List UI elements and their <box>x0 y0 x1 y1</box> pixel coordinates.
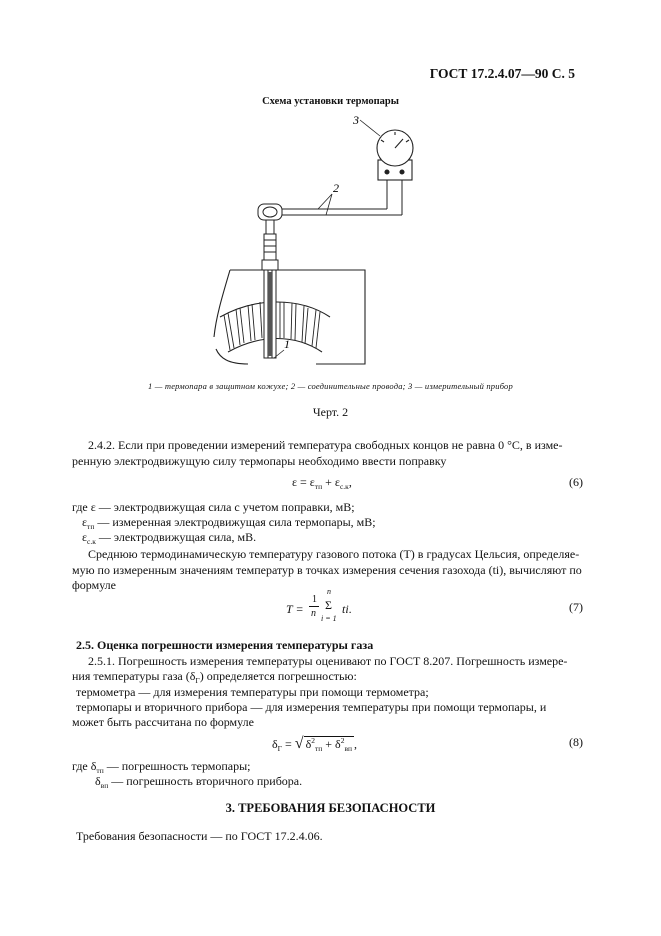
page-header: ГОСТ 17.2.4.07—90 С. 5 <box>429 66 575 81</box>
equation-8-number: (8) <box>569 735 583 749</box>
p251-line3: термометра — для измерения температуры при помощи термометра; <box>76 685 429 699</box>
equation-6: $\varepsilon = \varepsilon_{тп} + \varepsilon_{с.к}$, <box>292 475 352 491</box>
where6-line3: $\varepsilon_{с.к}$ — электродвижущая сила, мВ. <box>82 530 257 546</box>
p242-line1: 2.4.2. Если при проведении измерений температура свободных концов не равна 0 °С, в изме- <box>88 438 563 452</box>
probe-hatching <box>268 272 272 356</box>
connecting-wires <box>282 176 402 215</box>
pmean-line3: формуле <box>72 578 116 592</box>
pmean-line1: Среднюю термодинамическую температуру газового потока (T) в градусах Цельсия, определяе- <box>88 547 580 561</box>
thermocouple-diagram <box>200 112 440 372</box>
figure-title: Схема установки термопары <box>262 96 399 107</box>
duct-wall-left <box>214 270 230 337</box>
where8-line2: $\delta_{вп}$ — погрешность вторичного прибора. <box>95 774 303 790</box>
label-2: 2 <box>333 181 339 195</box>
p251-line2: ния температуры газа $(\delta_Г)$ определяется погрешностью: <box>72 669 357 685</box>
p242-line2: ренную электродвижущую силу термопары необходимо ввести поправку <box>72 454 447 468</box>
figure-number: Черт. 2 <box>312 405 349 419</box>
equation-7-number: (7) <box>569 600 583 614</box>
figure-caption: 1 — термопара в защитном кожухе; 2 — соединительные провода; 3 — измерительный прибор <box>148 381 513 391</box>
label-3: 3 <box>353 113 359 127</box>
section-3-text: Требования безопасности — по ГОСТ 17.2.4.06. <box>76 829 323 843</box>
duct-wall-bottom <box>216 349 248 364</box>
where6-line2: $\varepsilon_{тп}$ — измеренная электродвижущая сила термопары, мВ; <box>82 515 376 531</box>
section-3-title: 3. ТРЕБОВАНИЯ БЕЗОПАСНОСТИ <box>225 801 436 815</box>
where8-line1: где $\delta_{тп}$ — погрешность термопары; <box>72 759 251 775</box>
p251-line4: термопары и вторичного прибора — для измерения температуры при помощи термопары, и <box>76 700 547 714</box>
p251-line5: может быть рассчитана по формуле <box>72 715 254 729</box>
p251-line1: 2.5.1. Погрешность измерения температуры оценивают по ГОСТ 8.207. Погрешность измере- <box>88 654 568 668</box>
pmean-line2: мую по измеренным значениям температур в точках измерения сечения газохода (ti), вычисляют по <box>72 563 582 577</box>
equation-6-number: (6) <box>569 475 583 489</box>
duct-wall-right <box>230 270 365 364</box>
equation-8: $\delta_Г$ = √ $\delta^2_{тп} + \delta^2_{вп}$ , <box>272 735 357 753</box>
section-2-5-title: 2.5. Оценка погрешности измерения температуры газа <box>76 638 374 652</box>
where6-line1: где ε — электродвижущая сила с учетом поправки, мВ; <box>72 500 355 514</box>
label-1: 1 <box>284 337 290 351</box>
leader-lines <box>274 120 380 358</box>
measuring-instrument <box>377 130 413 180</box>
